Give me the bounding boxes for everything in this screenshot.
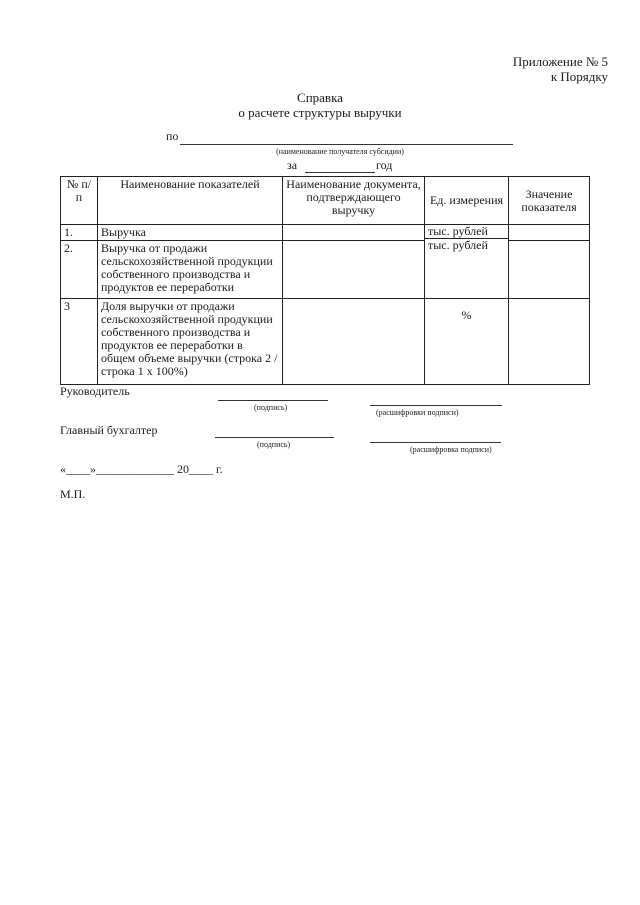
row-unit-cell bbox=[425, 225, 509, 299]
table-header-row bbox=[61, 177, 590, 225]
table-row bbox=[61, 241, 590, 299]
appendix-note bbox=[513, 54, 608, 84]
row-indicator: Доля выручки от продажи сельскохозяйственной продукции собственного производства и продуктов ее переработки в общем объеме выручки (строка 2 / строка 1 х 100%) bbox=[98, 299, 283, 385]
head-sign-caption: (подпись) bbox=[254, 403, 288, 412]
head-signature-line[interactable] bbox=[218, 400, 328, 401]
title-line-1: Справка bbox=[297, 90, 343, 105]
row-unit: тыс. рублей bbox=[428, 238, 488, 252]
header-num: № п/п bbox=[61, 177, 98, 225]
appendix-line-1: Приложение № 5 bbox=[512, 54, 608, 69]
revenue-structure-table bbox=[60, 176, 590, 385]
header-indicator: Наименование показателей bbox=[98, 177, 283, 225]
period-prefix: за bbox=[287, 158, 298, 172]
row-num: 2. bbox=[61, 241, 98, 299]
recipient-caption: (наименование получателя субсидии) bbox=[276, 147, 404, 156]
row-indicator: Выручка от продажи сельскохозяйственной продукции собственного производства и продуктов ее переработки bbox=[98, 241, 283, 299]
header-value: Значение показателя bbox=[509, 177, 590, 225]
row-value[interactable] bbox=[509, 225, 590, 241]
head-label: Руководитель bbox=[60, 384, 130, 398]
accountant-sign-caption: (подпись) bbox=[257, 440, 291, 449]
table-row bbox=[61, 299, 590, 385]
row-indicator: Выручка bbox=[98, 225, 283, 241]
stamp-placeholder: М.П. bbox=[60, 487, 86, 501]
period-suffix: год bbox=[376, 158, 393, 172]
row-unit: тыс. рублей bbox=[425, 225, 508, 239]
accountant-label: Главный бухгалтер bbox=[60, 423, 158, 437]
head-decode-caption: (расшифровки подписи) bbox=[376, 408, 459, 417]
row-num: 3 bbox=[61, 299, 98, 385]
head-decode-line[interactable] bbox=[370, 405, 502, 406]
row-document[interactable] bbox=[283, 299, 425, 385]
row-value[interactable] bbox=[509, 299, 590, 385]
accountant-decode-caption: (расшифровка подписи) bbox=[410, 445, 492, 454]
period-fill-line[interactable] bbox=[305, 172, 375, 173]
recipient-fill-line[interactable] bbox=[180, 144, 513, 145]
document-title bbox=[0, 90, 640, 120]
table-row bbox=[61, 225, 590, 241]
recipient-label: по bbox=[166, 129, 179, 143]
appendix-line-2: к Порядку bbox=[550, 69, 608, 84]
row-document[interactable] bbox=[283, 225, 425, 241]
header-unit: Ед. измерения bbox=[425, 177, 509, 225]
row-document[interactable] bbox=[283, 241, 425, 299]
date-template[interactable]: «____»_____________ 20____ г. bbox=[60, 462, 223, 476]
header-document: Наименование документа, подтверждающего выручку bbox=[283, 177, 425, 225]
row-value[interactable] bbox=[509, 241, 590, 299]
title-line-2: о расчете структуры выручки bbox=[238, 105, 402, 120]
accountant-signature-line[interactable] bbox=[215, 437, 334, 438]
row-unit: % bbox=[425, 299, 509, 385]
accountant-decode-line[interactable] bbox=[370, 442, 501, 443]
row-num: 1. bbox=[61, 225, 98, 241]
